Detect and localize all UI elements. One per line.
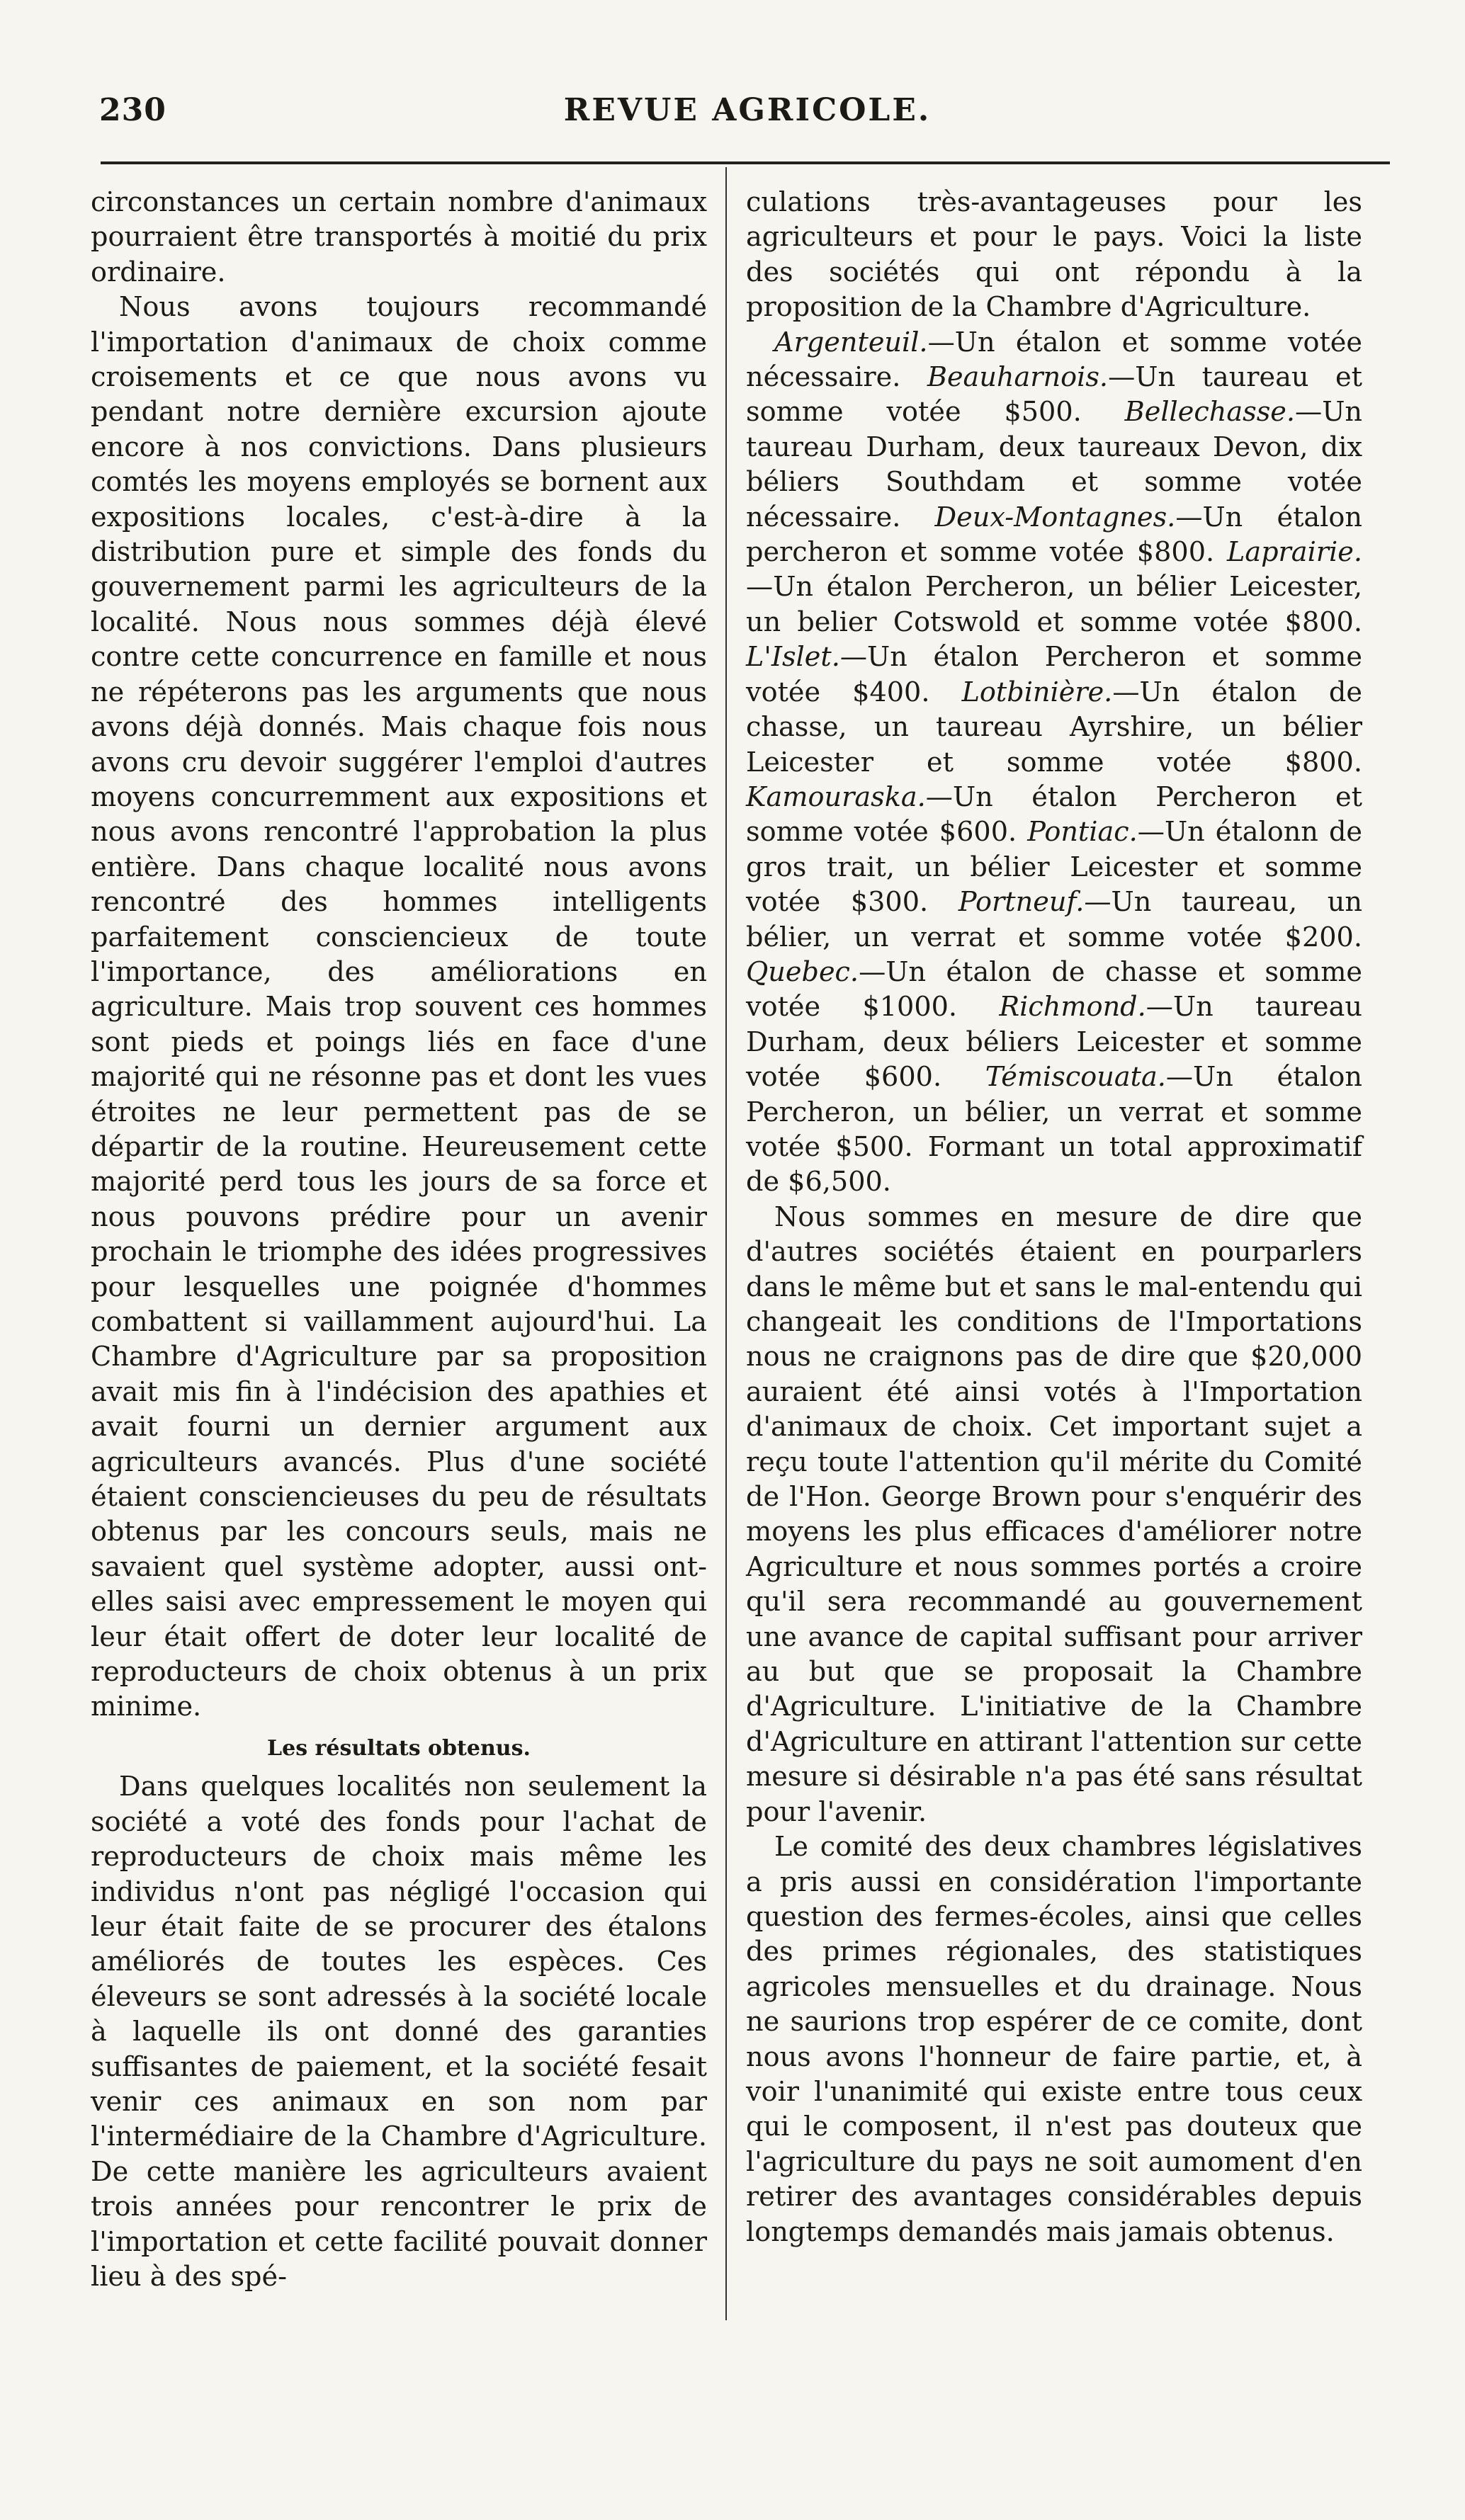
society-entry: —Un taureau, un bélier, un verrat et somme votée $200. [746,887,1362,953]
society-entry: —Un taureau Durham, deux béliers Leicester et somme votée $600. [746,992,1362,1094]
society-place: Quebec. [746,956,859,988]
society-entry: —Un étalon Percheron et somme votée $600. [746,781,1362,848]
society-entry: —Un taureau et somme votée $500. [746,362,1362,428]
column-divider [725,167,727,2320]
left-paragraph-1: circonstances un certain nombre d'animaux pourraient être transportés à moitié du prix ordinaire. [91,187,707,288]
society-entry: —Un étalon de chasse et somme votée $1000. [746,956,1362,1023]
right-column [746,186,1362,2250]
society-entry: —Un taureau Durham, deux taureaux Devon, dix béliers Southdam et somme votée nécessaire. [746,397,1362,533]
society-entry: —Un étalonn de gros trait, un bélier Leicester et somme votée $300. [746,817,1362,919]
left-paragraph-2: Nous avons toujours recommandé l'importation d'animaux de choix comme croisements et ce que nous avons vu pendant notre dernière excursion ajoute encore à nos convictions. Dans plusieurs comtés les moyens employés se bornent aux expositions locales, c'est-à-dire à la distribution pure et simple des fonds du gouvernement parmi les agriculteurs de la localité. Nous nous sommes déjà élevé contre cette concurrence en famille et nous ne répéterons pas les arguments que nous avons déjà donnés. Mais chaque fois nous avons cru devoir suggérer l'emploi d'autres moyens concurremment aux expositions et nous avons rencontré l'approbation la plus entière. Dans chaque localité nous avons rencontré des hommes intelligents parfaitement consciencieux de toute l'importance, des améliorations en agriculture. Mais trop souvent ces hommes sont pieds et poings liés en face d'une majorité qui ne résonne pas et dont les vues étroites ne leur permettent pas de se départir de la routine. Heureusement cette majorité perd tous les jours de sa force et nous pouvons prédire pour un avenir prochain le triomphe des idées progressives pour lesquelles une poignée d'hommes combattent si vaillamment aujourd'hui. La Chambre d'Agriculture par sa proposition avait mis fin à l'indécision des apathies et avait fourni un dernier argument aux agriculteurs avancés. Plus d'une société étaient consciencieuses du peu de résultats obtenus par les concours seuls, mais ne savaient quel système adopter, aussi ont-elles saisi avec empressement le moyen qui leur était offert de doter leur localité de reproducteurs de choix obtenus à un prix minime. [91,292,707,1723]
society-entry: —Un étalon Percheron et somme votée $400. [746,642,1362,708]
society-list [746,326,1362,1201]
society-entry: —Un étalon de chasse, un taureau Ayrshire, un bélier Leicester et somme votée $800. [746,676,1362,778]
society-entry: —Un étalon et somme votée nécessaire. [746,327,1362,394]
society-place: Pontiac. [1027,817,1138,848]
society-place: Laprairie. [1226,537,1362,569]
society-place: Kamouraska. [746,781,926,813]
society-place: Témiscouata. [985,1062,1166,1094]
society-place: Bellechasse. [1124,397,1296,428]
society-place: Lotbinière. [961,676,1113,708]
right-paragraph-3: Le comité des deux chambres législatives a pris aussi en considération l'importante question des fermes-écoles, ainsi que celles des primes régionales, des statistiques agricoles mensuelles et du drainage. Nous ne saurions trop espérer de ce comite, dont nous avons l'honneur de faire partie, et, à voir l'unanimité qui existe entre tous ceux qui le composent, il n'est pas douteux que l'agriculture du pays ne soit aumoment d'en retirer des avantages considérables depuis longtemps demandés mais jamais obtenus. [746,1832,1362,2248]
society-place: L'Islet. [746,642,840,674]
right-paragraph-2: Nous sommes en mesure de dire que d'autres sociétés étaient en pourparlers dans le même but et sans le mal-entendu qui changeait les conditions de l'Importations nous ne craignons pas de dire que $20,000 auraient été ainsi votés à l'Importation d'animaux de choix. Cet important sujet a reçu toute l'attention qu'il mérite du Comité de l'Hon. George Brown pour s'enquérir des moyens les plus efficaces d'améliorer notre Agriculture et nous sommes portés a croire qu'il sera recommandé au gouvernement une avance de capital suffisant pour arriver au but que se proposait la Chambre d'Agriculture. L'initiative de la Chambre d'Agriculture en attirant l'attention sur cette mesure si désirable n'a pas été sans résultat pour l'avenir. [746,1201,1362,1828]
section-subheading: Les résultats obtenus. [267,1735,531,1761]
society-entry: —Un étalon percheron et somme votée $800. [746,501,1362,569]
page-number: 230 [99,92,166,128]
list-total: Formant un total approximatif de $6,500. [746,1131,1362,1198]
society-place: Argenteuil. [774,327,928,358]
right-paragraph-1: culations très-avantageuses pour les agriculteurs et pour le pays. Voici la liste des sociétés qui ont répondu à la proposition de la Chambre d'Agriculture. [746,187,1362,324]
left-column [91,186,707,2295]
header-rule [101,161,1390,164]
society-entry: —Un étalon Percheron, un bélier, un verrat et somme votée $500. [746,1062,1362,1163]
left-paragraph-3: Dans quelques localités non seulement la société a voté des fonds pour l'achat de reproducteurs de choix mais même les individus n'ont pas négligé l'occasion qui leur était faite de se procurer des étalons améliorés de toutes les espèces. Ces éleveurs se sont adressés à la société locale à laquelle ils ont donné des garanties suffisantes de paiement, et la société fesait venir ces animaux en son nom par l'intermédiaire de la Chambre d'Agriculture. De cette manière les agriculteurs avaient trois années pour rencontrer le prix de l'importation et cette facilité pouvait donner lieu à des spé- [91,1771,707,2293]
society-place: Portneuf. [958,887,1085,919]
society-place: Richmond. [999,992,1146,1023]
society-entry: —Un étalon Percheron, un bélier Leicester, un belier Cotswold et somme votée $800. [746,572,1362,638]
society-place: Deux-Montagnes. [934,501,1176,533]
running-title: REVUE AGRICOLE. [563,92,932,128]
society-place: Beauharnois. [927,362,1109,394]
page-header [99,92,1396,142]
